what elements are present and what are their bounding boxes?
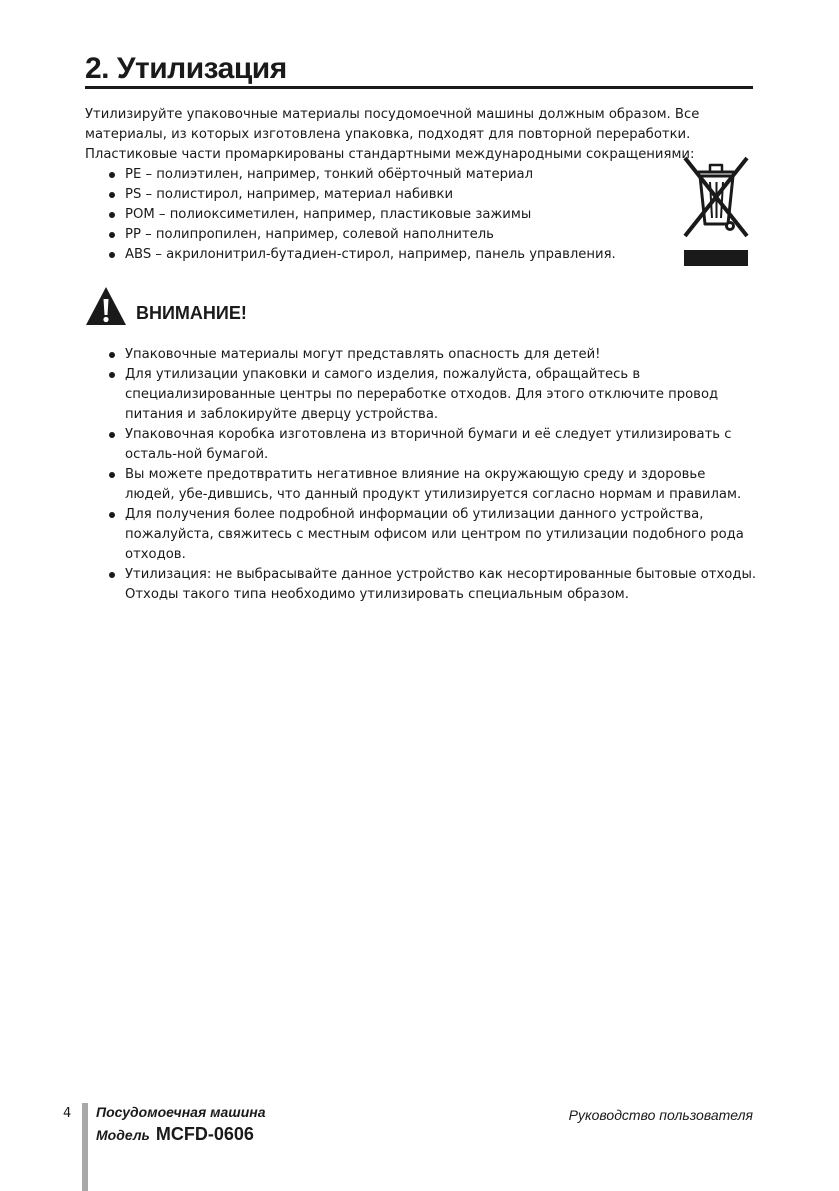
intro-paragraph: Утилизируйте упаковочные материалы посудомоечной машины должным образом. Все материалы, из которых изготовлена упаковка, подходят для повторной переработки. bbox=[85, 107, 700, 142]
intro-text bbox=[85, 105, 757, 165]
footer-divider bbox=[82, 1103, 88, 1191]
list-item: POM – полиоксиметилен, например, пластиковые зажимы bbox=[107, 205, 667, 225]
model-number: MCFD-0606 bbox=[155, 1124, 254, 1144]
list-item: Упаковочные материалы могут представлять опасность для детей! bbox=[107, 345, 757, 365]
model-info bbox=[96, 1123, 254, 1147]
list-item: Для утилизации упаковки и самого изделия, пожалуйста, обращайтесь в специализированные центры по переработке отходов. Для этого отключите провод питания и заблокируйте дверцу устройства. bbox=[107, 365, 757, 425]
warning-triangle-icon bbox=[85, 286, 127, 326]
intro-paragraph: Пластиковые части промаркированы стандартными международными сокращениями: bbox=[85, 147, 695, 162]
list-item: ABS – акрилонитрил-бутадиен-стирол, например, панель управления. bbox=[107, 245, 667, 265]
list-item: PE – полиэтилен, например, тонкий обёрточный материал bbox=[107, 165, 667, 185]
list-item: Утилизация: не выбрасывайте данное устройство как несортированные бытовые отходы. Отходы такого типа необходимо утилизировать специальным образом. bbox=[107, 565, 757, 605]
list-item: Вы можете предотвратить негативное влияние на окружающую среду и здоровье людей, убе-дившись, что данный продукт утилизируется согласно нормам и правилам. bbox=[107, 465, 757, 505]
model-label: Модель bbox=[96, 1127, 150, 1143]
list-item: Упаковочная коробка изготовлена из вторичной бумаги и её следует утилизировать с осталь-ной бумагой. bbox=[107, 425, 757, 465]
manual-title: Руководство пользователя bbox=[568, 1107, 753, 1123]
product-name: Посудомоечная машина bbox=[96, 1104, 266, 1120]
crossed-out-wheelie-bin-icon bbox=[678, 152, 754, 268]
warning-heading: ВНИМАНИЕ! bbox=[136, 303, 247, 323]
page-number: 4 bbox=[63, 1106, 72, 1121]
list-item: PP – полипропилен, например, солевой наполнитель bbox=[107, 225, 667, 245]
list-item: PS – полистирол, например, материал набивки bbox=[107, 185, 667, 205]
plastic-materials-list bbox=[107, 165, 667, 265]
warning-list bbox=[107, 345, 757, 605]
page-title: 2. Утилизация bbox=[85, 52, 753, 89]
list-item: Для получения более подробной информации об утилизации данного устройства, пожалуйста, свяжитесь с местным офисом или центром по утилизации подобного рода отходов. bbox=[107, 505, 757, 565]
